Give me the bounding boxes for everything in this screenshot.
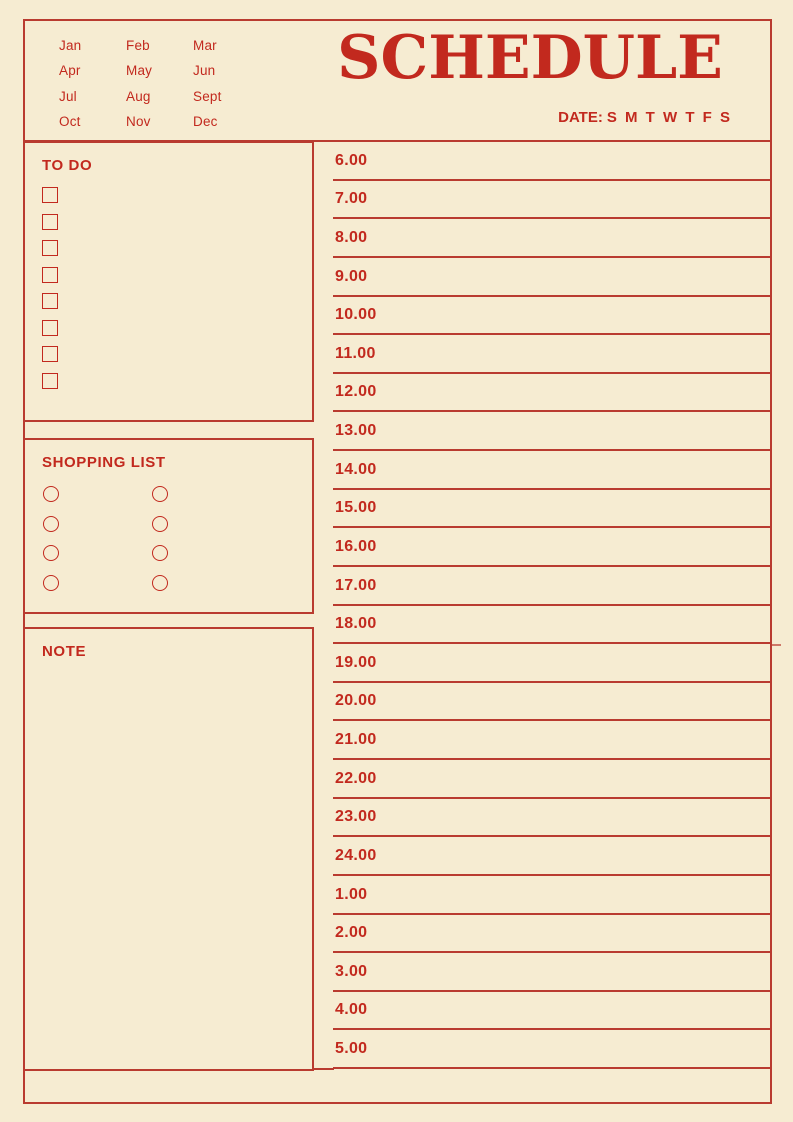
schedule-row-5.00[interactable]	[333, 1030, 771, 1069]
month-may[interactable]: May	[126, 63, 153, 79]
schedule-row-4.00[interactable]	[333, 992, 771, 1031]
hour-label: 7.00	[335, 190, 368, 208]
schedule-row-20.00[interactable]	[333, 683, 771, 722]
hour-label: 17.00	[335, 576, 377, 594]
schedule-row-17.00[interactable]	[333, 567, 771, 606]
month-dec[interactable]: Dec	[193, 114, 218, 130]
schedule-row-10.00[interactable]	[333, 297, 771, 336]
schedule-row-11.00[interactable]	[333, 335, 771, 374]
schedule-row-16.00[interactable]	[333, 528, 771, 567]
todo-checkbox[interactable]	[42, 293, 58, 309]
schedule-row-3.00[interactable]	[333, 953, 771, 992]
note-box[interactable]	[23, 627, 314, 1071]
hour-label: 1.00	[335, 885, 368, 903]
shopping-circle[interactable]	[152, 545, 168, 561]
month-nov[interactable]: Nov	[126, 114, 151, 130]
todo-checkbox[interactable]	[42, 346, 58, 362]
bottom-strip-line	[312, 1068, 334, 1070]
todo-checkbox[interactable]	[42, 373, 58, 389]
schedule-row-21.00[interactable]	[333, 721, 771, 760]
shopping-list-title: SHOPPING LIST	[42, 454, 166, 471]
schedule-row-6.00[interactable]	[333, 142, 771, 181]
month-apr[interactable]: Apr	[59, 63, 81, 79]
shopping-circle-list	[43, 486, 312, 605]
hour-label: 14.00	[335, 460, 377, 478]
note-title: NOTE	[42, 643, 87, 660]
hour-label: 24.00	[335, 846, 377, 864]
hour-label: 20.00	[335, 692, 377, 710]
months-grid	[59, 33, 260, 134]
hour-label: 22.00	[335, 769, 377, 787]
page-title: SCHEDULE	[337, 23, 723, 93]
todo-checkbox[interactable]	[42, 320, 58, 336]
shopping-list-box	[23, 438, 314, 614]
schedule-row-14.00[interactable]	[333, 451, 771, 490]
schedule-row-18.00[interactable]	[333, 606, 771, 645]
schedule-row-12.00[interactable]	[333, 374, 771, 413]
hour-label: 11.00	[335, 344, 376, 362]
shopping-circle[interactable]	[43, 516, 59, 532]
todo-checkbox[interactable]	[42, 214, 58, 230]
todo-checkbox[interactable]	[42, 267, 58, 283]
month-sept[interactable]: Sept	[193, 88, 222, 104]
hour-label: 9.00	[335, 267, 368, 285]
shopping-circle[interactable]	[152, 486, 168, 502]
hour-label: 2.00	[335, 924, 368, 942]
hour-label: 16.00	[335, 537, 377, 555]
todo-box	[23, 141, 314, 422]
shopping-circle[interactable]	[152, 516, 168, 532]
hour-label: 23.00	[335, 808, 377, 826]
weekday-selector[interactable]: S M T W T F S	[606, 109, 732, 126]
date-label: DATE:	[558, 109, 603, 126]
schedule-row-19.00[interactable]	[333, 644, 771, 683]
month-jul[interactable]: Jul	[59, 88, 77, 104]
hour-label: 10.00	[335, 306, 377, 324]
schedule-row-24.00[interactable]	[333, 837, 771, 876]
month-jun[interactable]: Jun	[193, 63, 216, 79]
todo-checkbox[interactable]	[42, 187, 58, 203]
schedule-row-9.00[interactable]	[333, 258, 771, 297]
todo-checkbox[interactable]	[42, 240, 58, 256]
hour-label: 6.00	[335, 151, 368, 169]
hour-label: 21.00	[335, 731, 377, 748]
schedule-row-22.00[interactable]	[333, 760, 771, 799]
hour-label: 3.00	[335, 962, 368, 980]
hour-label: 4.00	[335, 1001, 368, 1019]
hour-label: 15.00	[335, 499, 377, 517]
schedule-row-8.00[interactable]	[333, 219, 771, 258]
hour-label: 12.00	[335, 383, 377, 401]
todo-title: TO DO	[42, 157, 93, 174]
shopping-circle[interactable]	[43, 545, 59, 561]
schedule-hour-list	[333, 142, 771, 1069]
schedule-row-23.00[interactable]	[333, 799, 771, 838]
month-jan[interactable]: Jan	[59, 38, 82, 54]
date-line	[315, 109, 732, 126]
schedule-row-7.00[interactable]	[333, 181, 771, 220]
shopping-circle[interactable]	[152, 575, 168, 591]
month-mar[interactable]: Mar	[193, 38, 217, 54]
month-feb[interactable]: Feb	[126, 38, 150, 54]
shopping-circle[interactable]	[43, 575, 59, 591]
month-aug[interactable]: Aug	[126, 88, 151, 104]
hour-label: 5.00	[335, 1040, 368, 1057]
hour-label: 8.00	[335, 228, 368, 246]
shopping-circle[interactable]	[43, 486, 59, 502]
hour-label: 13.00	[335, 422, 377, 439]
schedule-row-1.00[interactable]	[333, 876, 771, 915]
schedule-row-2.00[interactable]	[333, 915, 771, 954]
hour-label: 19.00	[335, 653, 377, 671]
todo-checkbox-list	[42, 187, 312, 389]
month-oct[interactable]: Oct	[59, 114, 81, 130]
schedule-row-13.00[interactable]	[333, 412, 771, 451]
hour-label: 18.00	[335, 615, 377, 633]
hour-line-overhang	[770, 644, 781, 646]
schedule-row-15.00[interactable]	[333, 490, 771, 529]
